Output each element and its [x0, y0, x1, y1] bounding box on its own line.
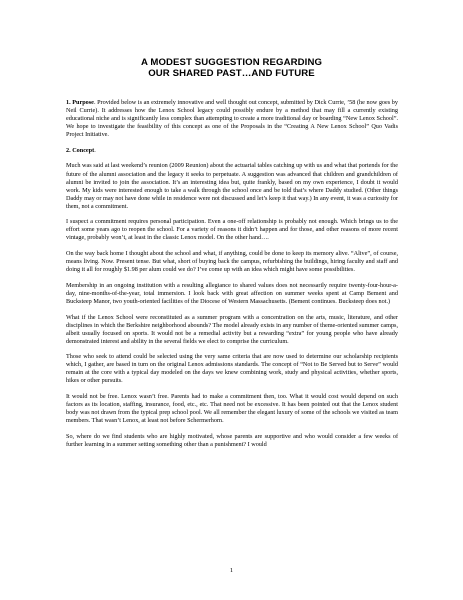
body-paragraph: It would not be free. Lenox wasn’t free. Parents had to make a commitment then, too. What it would cost would depend on such factors as its location, staffing, insurance, food, etc., etc. That need not be excessive. It has been pointed out that the Lenox student body was not drawn from the typical prep school pool. We all remember the elegant luxury of some of the schools we visited as team members. That wasn’t Lenox, at least not before Schermerhorn.: [66, 393, 398, 425]
concept-heading-paragraph: [66, 147, 398, 155]
concept-heading-period: .: [94, 146, 96, 154]
page-number: 1: [229, 567, 234, 574]
document-body: [66, 99, 398, 457]
body-paragraph: So, where do we find students who are highly motivated, whose parents are supportive and who would consider a few weeks of further learning in a summer setting something other than a punishment? I would: [66, 432, 398, 448]
purpose-heading: 1. Purpose: [66, 99, 94, 106]
document-title-line-2: OUR SHARED PAST…AND FUTURE: [148, 68, 315, 79]
body-paragraph: Those who seek to attend could be selected using the very same criteria that are now used to determine our scholarship recipients which, I gather, are based in turn on the original Lenox admissions standards. The concept of “Not to Be Served but to Serve” would remain at the core with a typical day modeled on the days we knew combining work, study and physical activities, whether sports, hikes or other pursuits.: [66, 353, 398, 385]
body-paragraph: Much was said at last weekend’s reunion (2009 Reunion) about the actuarial tables catching up with us and what that portends for the future of the alumni association and the legacy it seeks to perpetuate. A suggestion was advanced that children and grandchildren of alumni be invited to join the association. It’s an interesting idea but, quite frankly, based on my own experience, I doubt it would work. My kids were interested enough to take a walk through the school once and be told that’s where Daddy studied. (Other things Daddy may or may not have done while in residence were not discussed and let’s keep it that way.) In any event, it was a curiosity for them, not a commitment.: [66, 162, 398, 210]
body-paragraph: Membership in an ongoing institution with a resulting allegiance to shared values does not necessarily require twenty-four-hour-a-day, nine-months-of-the-year, total immersion. I look back with great affection on summer weeks spent at Camp Bement and Bucksteep Manor, two youth-oriented facilities of the Diocese of Western Massachusetts. (Bement continues. Bucksteep does not.): [66, 281, 398, 305]
body-paragraph: I suspect a commitment requires personal participation. Even a one-off relationship is probably not enough. Which brings us to the effort some years ago to reopen the school. For a variety of reasons it didn’t happen and for those, and other reasons of more recent vintage, probably won’t, at least in the classic Lenox model. On the other hand….: [66, 218, 398, 242]
body-paragraph: On the way back home I thought about the school and what, if anything, could be done to keep its memory alive. “Alive”, of course, means living. Now. Present tense. But what, short of buying back the campus, refurbishing the buildings, hiring faculty and staff and doing it all for roughly $1.98 per alum could we do? I’ve come up with an idea which might have some possibilities.: [66, 250, 398, 274]
concept-heading: 2. Concept: [66, 146, 95, 154]
body-paragraph: What if the Lenox School were reconstituted as a summer program with a concentration on the arts, music, literature, and other disciplines in which the Berkshire neighborhood abounds? The model already exists in any number of theme-oriented summer camps, albeit usually focused on sports. It would not be a remedial activity but a rewarding “extra” for young people who have already demonstrated interest and ability in the several fields we elect to comprise the curriculum.: [66, 313, 398, 345]
purpose-text: . Provided below is an extremely innovative and well thought out concept, submitted by Dick Currie, ’58 (he now goes by Neil Currie). It addresses how the Lenox School legacy could possibly endure by a method that may fill a currently existing educational niche and is significantly less complex than attempting to create a more traditional day or boarding “New Lenox School”. We hope to investigate the feasibility of this concept as one of the Proposals in the “Creating A New Lenox School” Quo Vadis Project Initiative.: [66, 99, 398, 139]
document-title-line-1: A MODEST SUGGESTION REGARDING: [140, 57, 323, 68]
purpose-paragraph: [66, 99, 398, 139]
